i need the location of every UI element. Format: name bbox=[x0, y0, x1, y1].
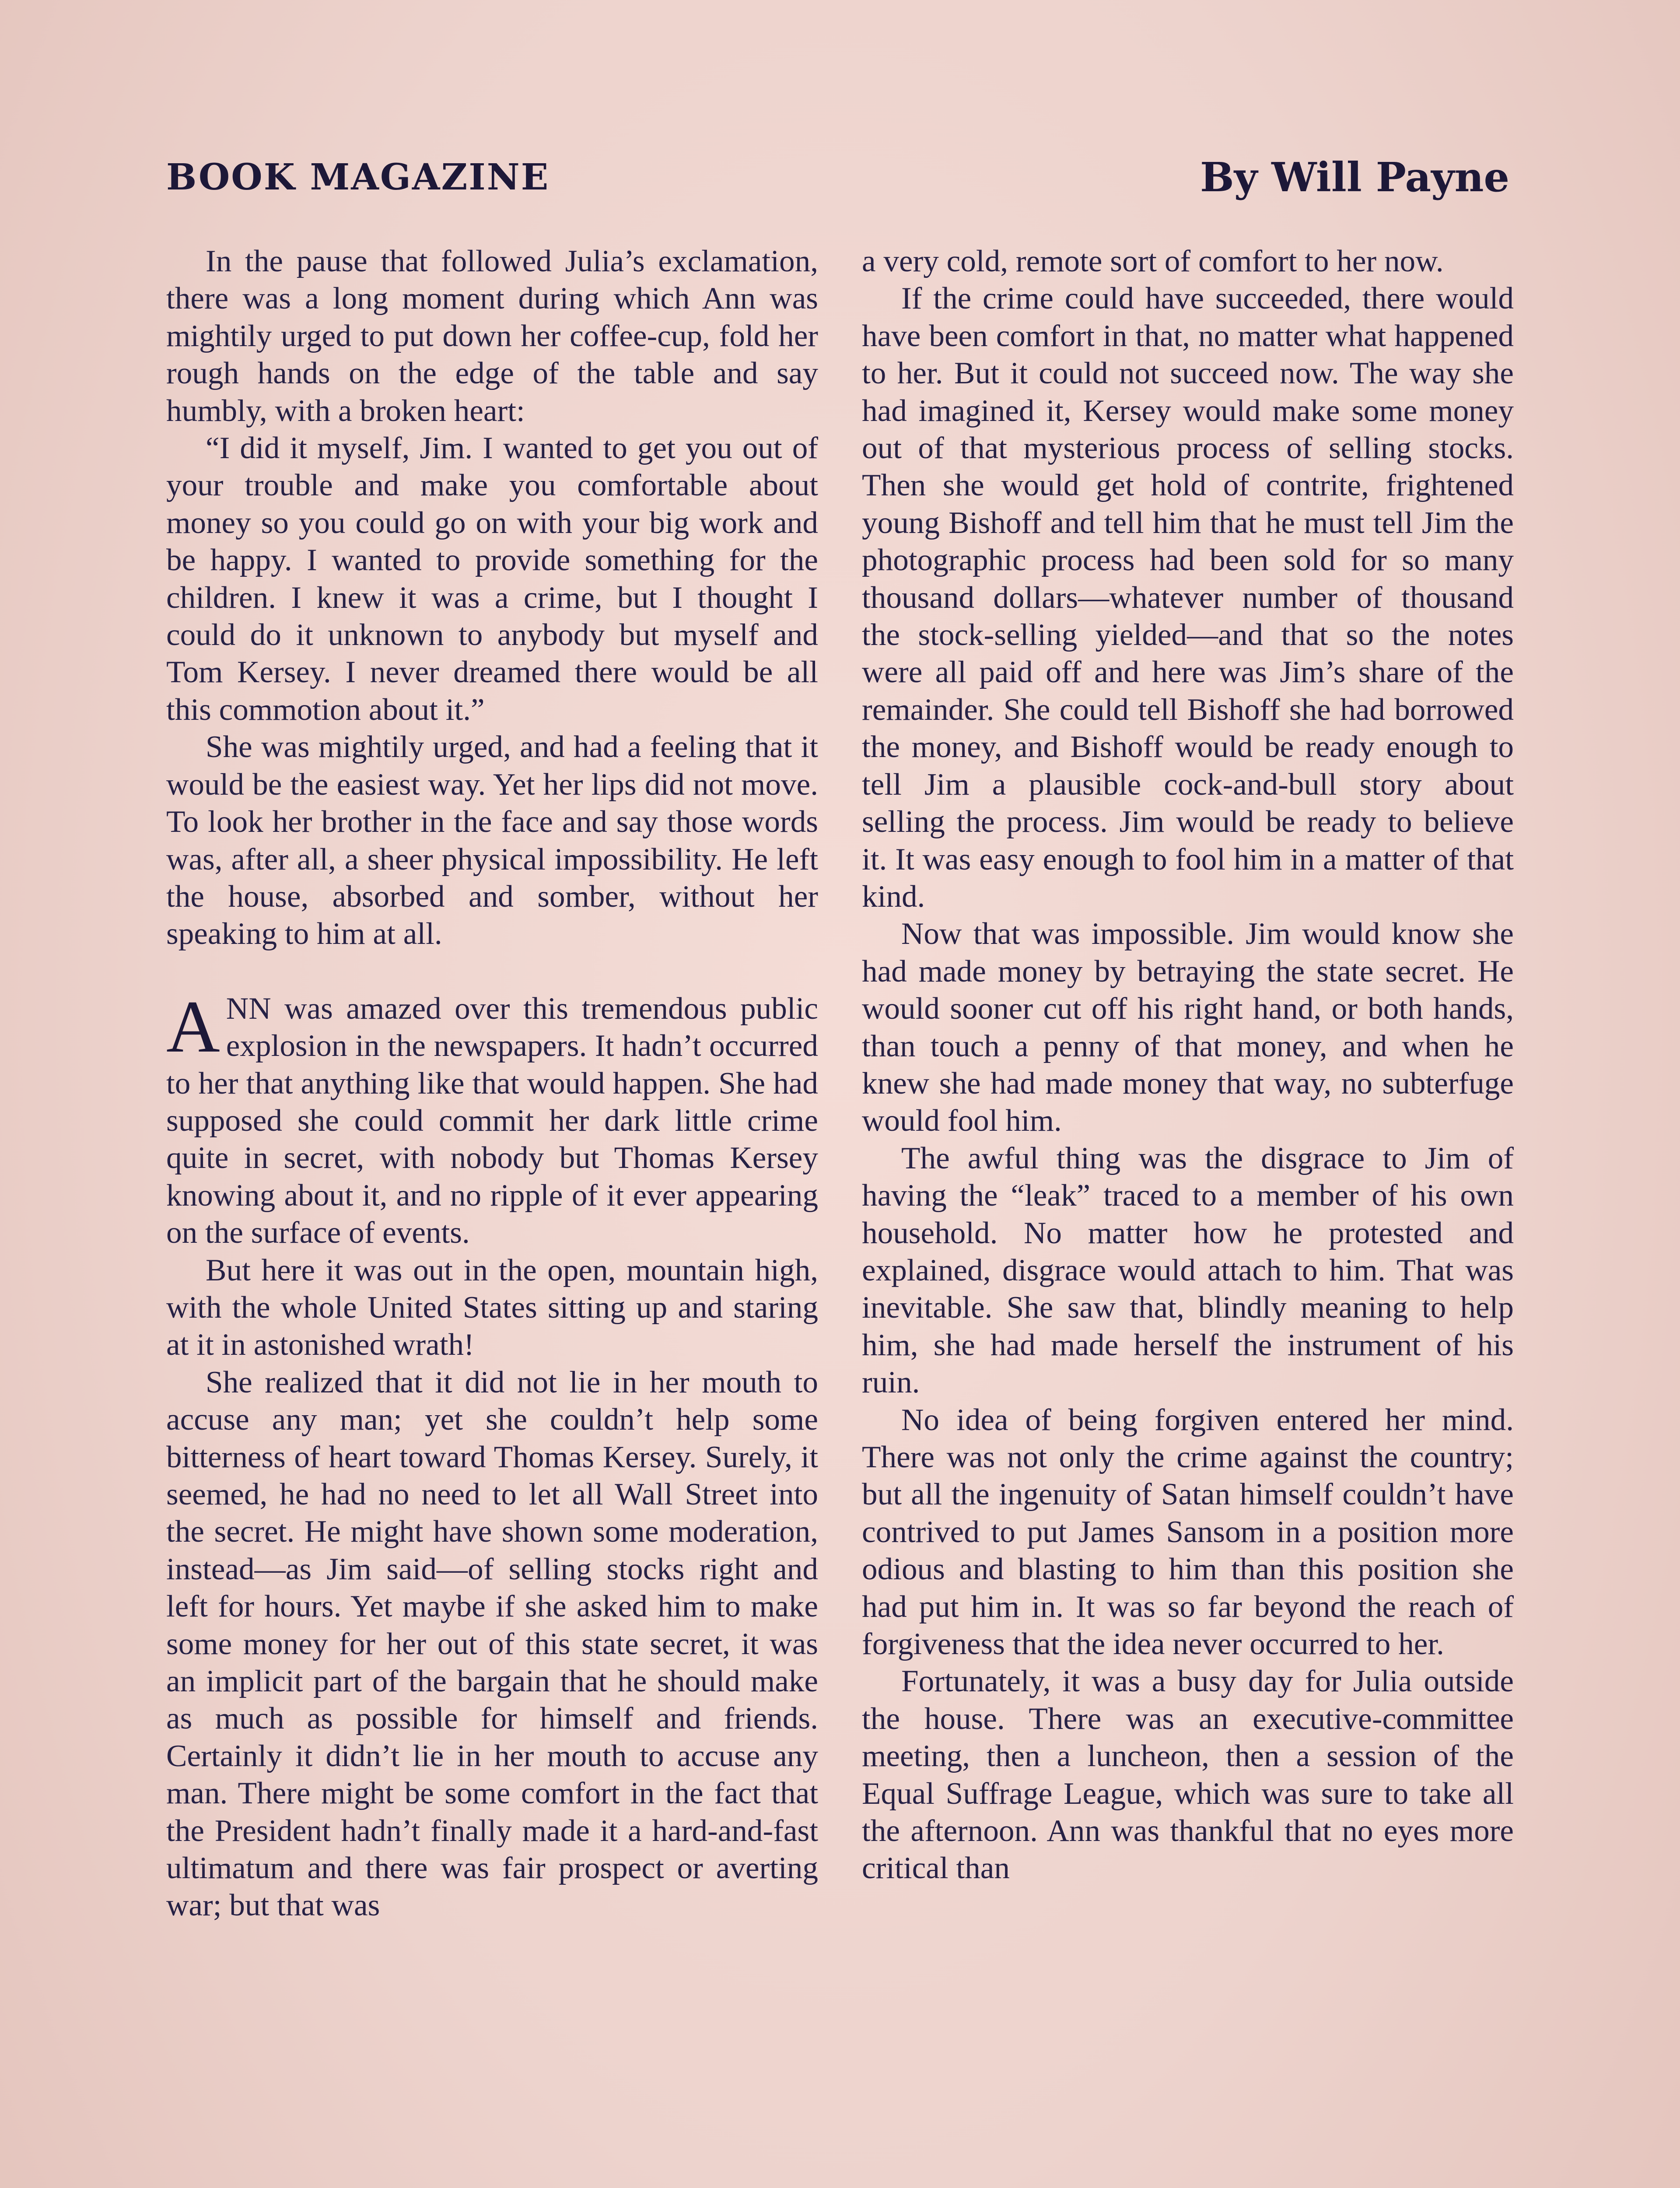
paragraph: a very cold, remote sort of comfort to her now. bbox=[862, 244, 1444, 278]
section-paragraph bbox=[166, 985, 818, 1252]
paragraph: If the crime could have succeeded, there would have been comfort in that, no matter what happened to her. But it could not succeed now. The way she had imagined it, Kersey would make some money out of that mysterious process of selling stocks. Then she would get hold of contrite, frightened young Bishoff and tell him that he must tell Jim the photographic process had been sold for so many thousand dollars—whatever number of thousand the stock-selling yielded—and that so the notes were all paid off and here was Jim’s share of the remainder. She could tell Bishoff she had borrowed the money, and Bishoff would be ready enough to tell Jim a plausible cock-and-bull story about selling the process. Jim would be ready to believe it. It was easy enough to fool him in a matter of that kind. bbox=[862, 281, 1514, 914]
drop-cap: A bbox=[166, 985, 220, 1068]
paragraph: Now that was impossible. Jim would know she had made money by betraying the state secret. He would sooner cut off his right hand, or both hands, than touch a penny of that money, and when he knew she had made money that way, no subterfuge would fool him. bbox=[862, 917, 1514, 1138]
paragraph: In the pause that followed Julia’s exclamation, there was a long moment during which Ann was mightily urged to put down her coffee-cup, fold her rough hands on the edge of the table and say humbly, with a broken heart: bbox=[166, 244, 818, 428]
left-column bbox=[166, 243, 818, 1925]
paragraph: No idea of being forgiven entered her mind. There was not only the crime against the country; but all the ingenuity of Satan himself couldn’t have contrived to put James Sansom in a position more odious and blasting to him than this position she had put him in. It was so far beyond the reach of forgiveness that the idea never occurred to her. bbox=[862, 1403, 1514, 1662]
paragraph-text: NN was amazed over this tremendous public explosion in the newspapers. It hadn’t occurred to her that anything like that would happen. She had supposed she could commit her dark little crime quite in secret, with nobody but Thomas Kersey knowing about it, and no ripple of it ever appearing on the surface of events. bbox=[166, 991, 818, 1250]
running-header bbox=[166, 151, 1509, 203]
paragraph: She realized that it did not lie in her mouth to accuse any man; yet she couldn’t help some bitterness of heart toward Thomas Kersey. Surely, it seemed, he had no need to let all Wall Street into the secret. He might have shown some moderation, instead—as Jim said—of selling stocks right and left for hours. Yet maybe if she asked him to make some money for her out of this state secret, it was an implicit part of the bargain that he should make as much as possible for himself and friends. Certainly it didn’t lie in her mouth to accuse any man. There might be some comfort in the fact that the President hadn’t finally made it a hard-and-fast ultimatum and there was fair prospect or averting war; but that was bbox=[166, 1365, 818, 1923]
author-byline: By Will Payne bbox=[1200, 154, 1509, 201]
paragraph: “I did it myself, Jim. I wanted to get you out of your trouble and make you comfortable about money so you could go on with your big work and be happy. I wanted to provide something for the children. I knew it was a crime, but I thought I could do it unknown to anybody but myself and Tom Kersey. I never dreamed there would be all this commotion about it.” bbox=[166, 431, 818, 727]
right-column bbox=[862, 243, 1514, 1887]
paragraph: She was mightily urged, and had a feeling that it would be the easiest way. Yet her lips did not move. To look her brother in the face and say those words was, after all, a sheer physical impossibility. He left the house, absorbed and somber, without her speaking to him at all. bbox=[166, 730, 818, 951]
paragraph: The awful thing was the disgrace to Jim of having the “leak” traced to a member of his own household. No matter how he protested and explained, disgrace would attach to him. That was inevitable. She saw that, blindly meaning to help him, she had made herself the instrument of his ruin. bbox=[862, 1141, 1514, 1400]
magazine-title: BOOK MAGAZINE bbox=[166, 156, 550, 198]
paragraph: But here it was out in the open, mountain high, with the whole United States sitting up and staring at it in astonished wrath! bbox=[166, 1253, 818, 1362]
paragraph: Fortunately, it was a busy day for Julia outside the house. There was an executive-committee meeting, then a luncheon, then a session of the Equal Suffrage League, which was sure to take all the afternoon. Ann was thankful that no eyes more critical than bbox=[862, 1664, 1514, 1886]
